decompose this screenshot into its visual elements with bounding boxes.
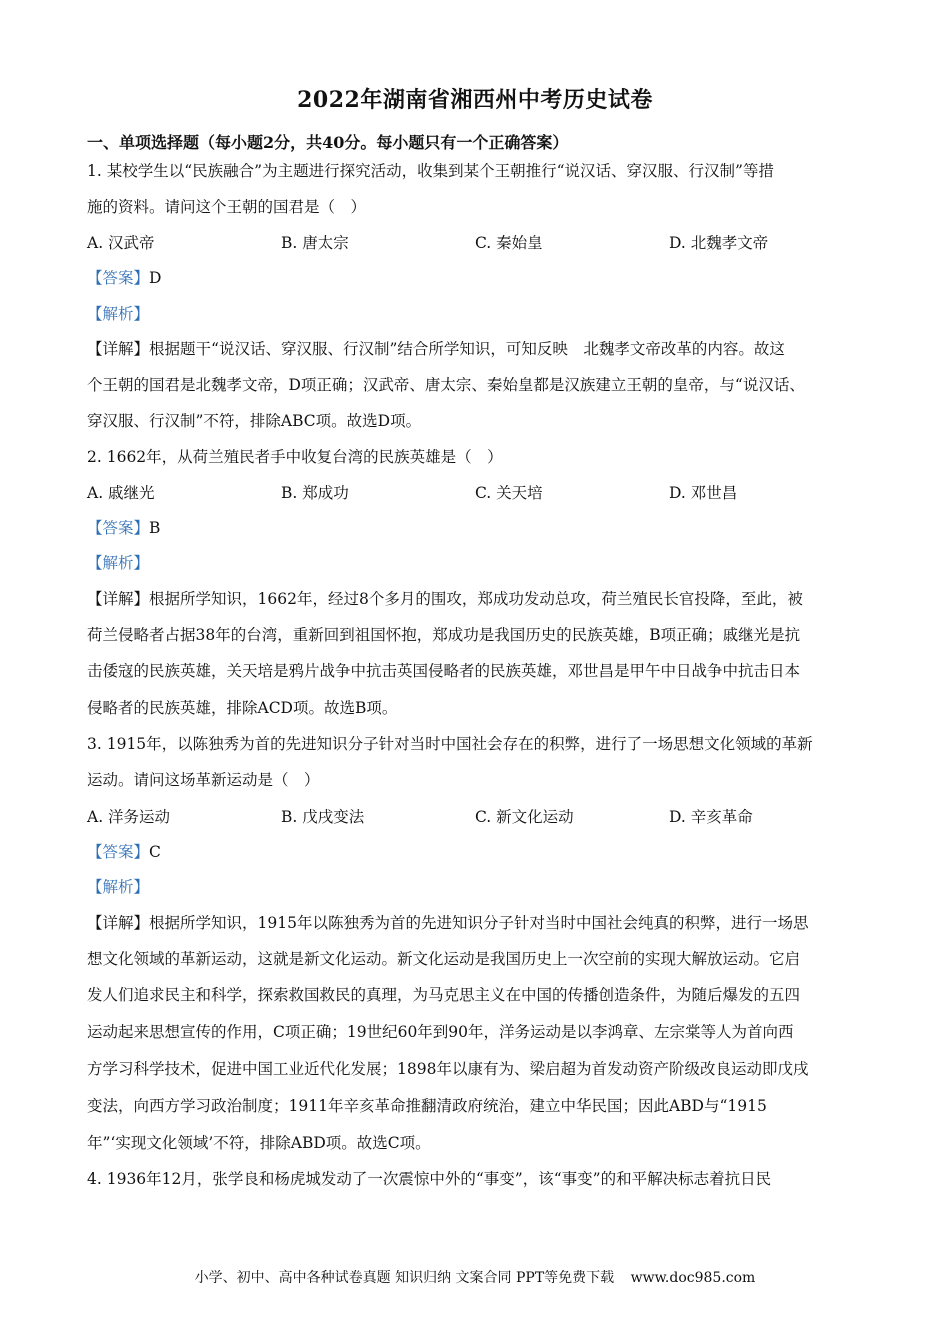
question-1-detail-line-1: [87, 338, 877, 360]
detail-text: 根据题干“说汉话、穿汉服、行汉制”结合所学知识，可知反映 北魏孝文帝改革的内容。故这: [149, 340, 785, 358]
question-2-detail-line-1: [87, 588, 877, 610]
question-4-stem-line-1: 4. 1936年12月，张学良和杨虎城发动了一次震惊中外的“事变”，该“事变”的和平解决标志着抗日民: [87, 1170, 772, 1188]
question-3-option-a: A. 洋务运动: [87, 808, 171, 826]
question-1-answer: [87, 267, 877, 289]
page-title: 2022年湖南省湘西州中考历史试卷: [297, 87, 653, 113]
answer-label: 【答案】: [87, 519, 150, 537]
footer-text: 小学、初中、高中各种试卷真题 知识归纳 文案合同 PPT等免费下载: [194, 1270, 615, 1286]
question-3-option-d: D. 辛亥革命: [669, 808, 753, 826]
question-2-analysis: [87, 552, 877, 574]
question-2-option-c: C. 关天培: [475, 484, 543, 502]
analysis-label: 【解析】: [87, 554, 150, 572]
question-3-detail-line-5: 方学习科学技术，促进中国工业近代化发展；1898年以康有为、梁启超为首发动资产阶级改良运动即戊戌: [87, 1060, 809, 1078]
question-1-stem-line-2: 施的资料。请问这个王朝的国君是（ ）: [87, 198, 367, 216]
detail-label: 【详解】: [87, 590, 150, 608]
question-2-option-b: B. 郑成功: [281, 484, 349, 502]
question-2-answer: [87, 517, 877, 539]
question-3-detail-line-1: [87, 912, 877, 934]
answer-value: C: [149, 843, 161, 861]
question-1-option-d: D. 北魏孝文帝: [669, 234, 769, 252]
analysis-label: 【解析】: [87, 305, 150, 323]
question-2-detail-line-3: 击倭寇的民族英雄，关天培是鸦片战争中抗击英国侵略者的民族英雄，邓世昌是甲午中日战争中抗击日本: [87, 662, 801, 680]
detail-label: 【详解】: [87, 340, 150, 358]
answer-label: 【答案】: [87, 843, 150, 861]
question-2-detail-line-2: 荷兰侵略者占据38年的台湾，重新回到祖国怀抱，郑成功是我国历史的民族英雄，B项正确；戚继光是抗: [87, 626, 801, 644]
question-3-detail-line-3: 发人们追求民主和科学，探索救国救民的真理，为马克思主义在中国的传播创造条件，为随后爆发的五四: [87, 986, 801, 1004]
answer-label: 【答案】: [87, 269, 150, 287]
question-1-analysis: [87, 303, 877, 325]
question-3-detail-line-7: 年”‘实现文化领域’不符，排除ABD项。故选C项。: [87, 1134, 431, 1152]
page-footer: [0, 1268, 950, 1288]
question-3-option-b: B. 戊戌变法: [281, 808, 365, 826]
analysis-label: 【解析】: [87, 878, 150, 896]
question-3-detail-line-2: 想文化领域的革新运动，这就是新文化运动。新文化运动是我国历史上一次空前的实现大解放运动。它启: [87, 950, 801, 968]
question-1-detail-line-2: 个王朝的国君是北魏孝文帝，D项正确；汉武帝、唐太宗、秦始皇都是汉族建立王朝的皇帝，与“说汉话、: [87, 376, 805, 394]
question-1-detail-line-3: 穿汉服、行汉制”不符，排除ABC项。故选D项。: [87, 412, 422, 430]
question-1-option-b: B. 唐太宗: [281, 234, 349, 252]
question-3-stem-line-1: 3. 1915年，以陈独秀为首的先进知识分子针对当时中国社会存在的积弊，进行了一场思想文化领域的革新: [87, 735, 813, 753]
question-3-option-c: C. 新文化运动: [475, 808, 574, 826]
question-3-stem-line-2: 运动。请问这场革新运动是（ ）: [87, 771, 320, 789]
question-3-answer: [87, 841, 877, 863]
question-1-stem-line-1: 1. 某校学生以“民族融合”为主题进行探究活动，收集到某个王朝推行“说汉话、穿汉服、行汉制”等措: [87, 162, 774, 180]
question-1-option-a: A. 汉武帝: [87, 234, 155, 252]
question-3-analysis: [87, 876, 877, 898]
footer-site-link[interactable]: www.doc985.com: [630, 1270, 756, 1286]
question-3-detail-line-4: 运动起来思想宣传的作用，C项正确；19世纪60年到90年，洋务运动是以李鸿章、左宗棠等人为首向西: [87, 1023, 794, 1041]
detail-text: 根据所学知识，1662年，经过8个多月的围攻，郑成功发动总攻，荷兰殖民长官投降，至此，被: [149, 590, 803, 608]
question-1-option-c: C. 秦始皇: [475, 234, 543, 252]
question-3-detail-line-6: 变法，向西方学习政治制度；1911年辛亥革命推翻清政府统治，建立中华民国；因此ABD与“1915: [87, 1097, 767, 1115]
answer-value: B: [149, 519, 161, 537]
question-2-stem-line-1: 2. 1662年，从荷兰殖民者手中收复台湾的民族英雄是（ ）: [87, 448, 503, 466]
question-2-option-a: A. 戚继光: [87, 484, 155, 502]
detail-text: 根据所学知识，1915年以陈独秀为首的先进知识分子针对当时中国社会纯真的积弊，进行一场思: [149, 914, 809, 932]
detail-label: 【详解】: [87, 914, 150, 932]
answer-value: D: [149, 269, 162, 287]
question-2-detail-line-4: 侵略者的民族英雄，排除ACD项。故选B项。: [87, 699, 398, 717]
section-heading: 一、单项选择题（每小题2分，共40分。每小题只有一个正确答案）: [87, 133, 569, 152]
question-2-option-d: D. 邓世昌: [669, 484, 738, 502]
